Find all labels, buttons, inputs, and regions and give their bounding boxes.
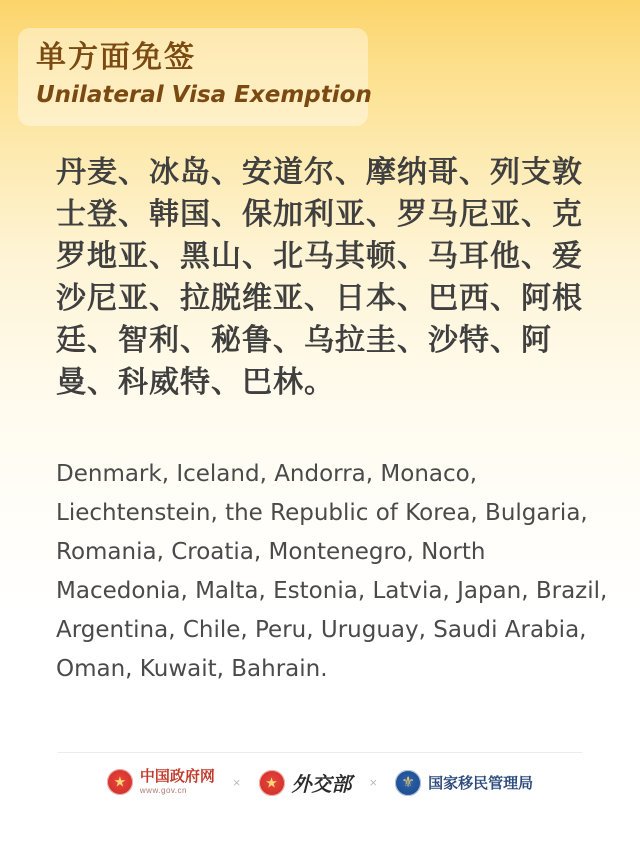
logo-mfa-name: 外交部 xyxy=(291,772,352,796)
national-emblem-icon xyxy=(107,769,133,795)
page-title-cn: 单方面免签 xyxy=(36,40,196,75)
footer-divider xyxy=(58,752,582,753)
immigration-badge-icon xyxy=(395,770,421,796)
header-badge xyxy=(18,28,372,126)
logo-gov-cn-text xyxy=(140,769,215,795)
logo-gov-cn-url: www.gov.cn xyxy=(139,786,187,796)
footer-logos xyxy=(0,768,640,797)
logo-gov-cn[interactable] xyxy=(107,769,215,795)
logo-nia[interactable] xyxy=(395,770,533,796)
logo-gov-cn-name: 中国政府网 xyxy=(139,767,215,786)
logo-separator-1: × xyxy=(232,775,241,790)
page-title-en: Unilateral Visa Exemption xyxy=(36,82,372,108)
national-emblem-icon xyxy=(259,770,285,796)
logo-nia-name: 国家移民管理局 xyxy=(428,774,534,792)
country-list-chinese: 丹麦、冰岛、安道尔、摩纳哥、列支敦士登、韩国、保加利亚、罗马尼亚、克罗地亚、黑山、北马其顿、马耳他、爱沙尼亚、拉脱维亚、日本、巴西、阿根廷、智利、秘鲁、乌拉圭、沙特、阿曼、科威特、巴林。 xyxy=(56,155,583,400)
logo-separator-2: × xyxy=(369,775,378,790)
logo-mfa[interactable] xyxy=(259,768,352,797)
country-list-english: Denmark, Iceland, Andorra, Monaco, Liechtenstein, the Republic of Korea, Bulgaria, Romania, Croatia, Montenegro, North Macedonia, Malta, Estonia, Latvia, Japan, Brazil, Argentina, Chile, Peru, Uruguay, Saudi Arabia, Oman, Kuwait, Bahrain. xyxy=(56,461,608,682)
